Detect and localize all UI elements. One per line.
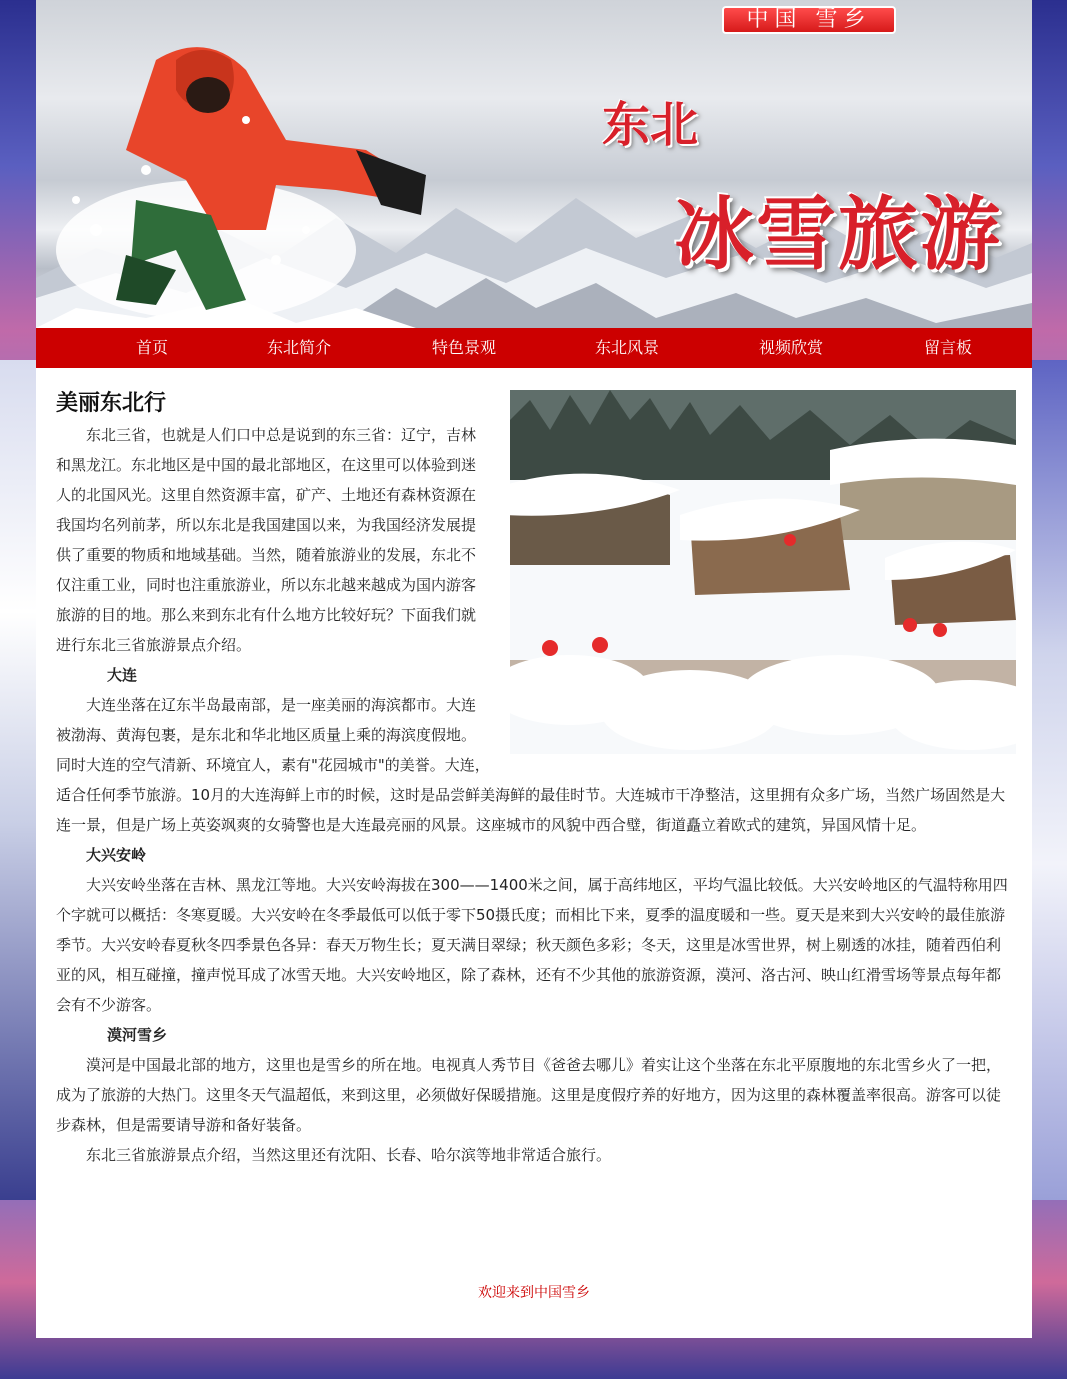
banner-title-small: 东北 <box>602 97 699 153</box>
left-background-decoration <box>0 360 36 1200</box>
main-content <box>56 388 1012 1170</box>
nav-item-scenery[interactable]: 东北风景 <box>595 338 660 357</box>
section-text-dalian: 大连坐落在辽东半岛最南部，是一座美丽的海滨都市。大连被渤海、黄海包裹，是东北和华北地区质量上乘的海滨度假地。同时大连的空气清新、环境宜人，素有"花园城市"的美誉。大连，适合任何季节旅游。10月的大连海鲜上市的时候，这时是品尝鲜美海鲜的最佳时节。大连城市干净整洁，这里拥有众多广场，当然广场固然是大连一景，但是广场上英姿飒爽的女骑警也是大连最亮丽的风景。这座城市的风貌中西合璧，街道矗立着欧式的建筑，异国风情十足。 <box>56 696 1006 834</box>
article-closing: 东北三省旅游景点介绍，当然这里还有沈阳、长春、哈尔滨等地非常适合旅行。 <box>86 1146 612 1164</box>
snow-village-photo <box>510 390 1016 754</box>
section-text-daxinganling: 大兴安岭坐落在吉林、黑龙江等地。大兴安岭海拔在300——1400米之间，属于高纬地区，平均气温比较低。大兴安岭地区的气温特称用四个字就可以概括：冬寒夏暖。大兴安岭在冬季最低可以低于零下50摄氏度；而相比下来，夏季的温度暖和一些。夏天是来到大兴安岭的最佳旅游季节。大兴安岭春夏秋冬四季景色各异：春天万物生长；夏天满目翠绿；秋天颜色多彩；冬天，这里是冰雪世界，树上剔透的冰挂，随着西伯利亚的风，相互碰撞，撞声悦耳成了冰雪天地。大兴安岭地区，除了森林，还有不少其他的旅游资源，漠河、洛古河、映山红滑雪场等景点每年都会有不少游客。 <box>56 876 1008 1014</box>
article-intro: 东北三省，也就是人们口中总是说到的东三省：辽宁，吉林和黑龙江。东北地区是中国的最北部地区，在这里可以体验到迷人的北国风光。这里自然资源丰富，矿产、土地还有森林资源在我国均名列前茅，所以东北是我国建国以来，为我国经济发展提供了重要的物质和地域基础。当然，随着旅游业的发展，东北不仅注重工业，同时也注重旅游业，所以东北越来越成为国内游客旅游的目的地。那么来到东北有什么地方比较好玩？下面我们就进行东北三省旅游景点介绍。 <box>56 426 477 654</box>
page-container <box>36 0 1032 1338</box>
article-title: 美丽东北行 <box>56 391 167 416</box>
snow-village-image <box>510 390 1016 754</box>
main-nav <box>36 328 1032 368</box>
section-text-mohe: 漠河是中国最北部的地方，这里也是雪乡的所在地。电视真人秀节目《爸爸去哪儿》着实让这个坐落在东北平原腹地的东北雪乡火了一把，成为了旅游的大热门。这里冬天气温超低，来到这里，必须做好保暖措施。这里是度假疗养的好地方，因为这里的森林覆盖率很高。游客可以徒步森林，但是需要请导游和备好装备。 <box>56 1056 1002 1134</box>
nav-item-features[interactable]: 特色景观 <box>432 338 497 357</box>
section-title-dalian: 大连 <box>107 666 138 684</box>
china-snow-town-badge: 中国 雪乡 <box>722 6 896 34</box>
nav-item-home[interactable]: 首页 <box>136 338 169 357</box>
nav-item-intro[interactable]: 东北简介 <box>267 338 332 357</box>
banner-title-big: 冰雪旅游 <box>674 188 1002 281</box>
snowboarder-illustration <box>36 0 456 328</box>
nav-item-videos[interactable]: 视频欣赏 <box>759 338 824 357</box>
nav-item-guestbook[interactable]: 留言板 <box>924 338 973 357</box>
header-banner <box>36 0 1032 328</box>
section-title-daxinganling: 大兴安岭 <box>86 846 147 864</box>
section-title-mohe: 漠河雪乡 <box>107 1026 168 1044</box>
footer-welcome-text: 欢迎来到中国雪乡 <box>478 1285 590 1301</box>
right-background-decoration <box>1032 360 1067 1200</box>
